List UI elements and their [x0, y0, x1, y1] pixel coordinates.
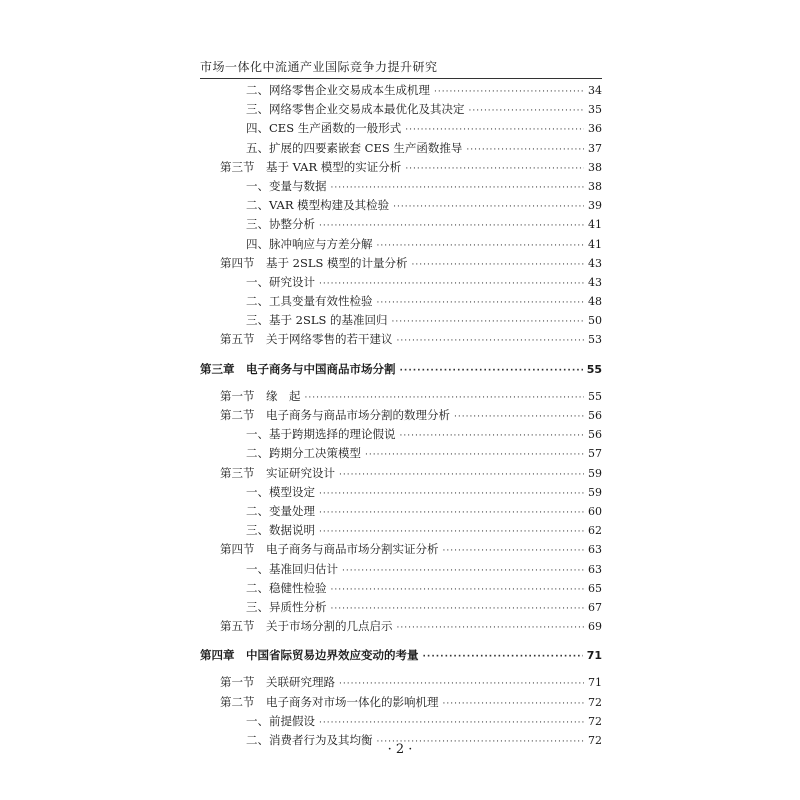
- toc-entry-title: 五、扩展的四要素嵌套 CES 生产函数推导: [246, 140, 463, 155]
- toc-section-entry: [200, 331, 602, 350]
- toc-section-entry: [200, 694, 602, 713]
- toc-subsection-entry: [200, 312, 602, 331]
- toc-entry-title: 第四章 中国省际贸易边界效应变动的考量: [200, 648, 419, 663]
- toc-entry-title: 第三章 电子商务与中国商品市场分割: [200, 361, 396, 376]
- toc-subsection-entry: [200, 236, 602, 255]
- toc-entry-page: 35: [588, 103, 602, 117]
- toc-entry-page: 63: [588, 562, 602, 576]
- toc-entry-page: 71: [588, 676, 602, 690]
- toc-entry-title: 三、异质性分析: [246, 599, 327, 614]
- toc-chapter-entry: [200, 361, 602, 380]
- toc-subsection-entry: [200, 713, 602, 732]
- toc-entry-title: 二、工具变量有效性检验: [246, 294, 373, 309]
- toc-entry-title: 第四节 基于 2SLS 模型的计量分析: [220, 255, 408, 270]
- toc-entry-page: 60: [588, 504, 602, 518]
- toc-entry-page: 36: [588, 122, 602, 136]
- toc-entry-title: 二、稳健性检验: [246, 580, 327, 595]
- toc-subsection-entry: [200, 101, 602, 120]
- toc-entry-title: 三、协整分析: [246, 217, 315, 232]
- toc-entry-page: 72: [588, 714, 602, 728]
- toc-subsection-entry: [200, 197, 602, 216]
- toc-entry-page: 57: [588, 447, 602, 461]
- toc-entry-page: 69: [588, 620, 602, 634]
- toc-entry-title: 第二节 电子商务与商品市场分割的数理分析: [220, 408, 450, 422]
- toc-subsection-entry: [200, 503, 602, 522]
- toc-entry-page: 43: [588, 275, 602, 289]
- toc-entry-title: 第二节 电子商务对市场一体化的影响机理: [220, 694, 439, 709]
- toc-entry-page: 67: [588, 600, 602, 614]
- toc-entry-title: 第五节 关于市场分割的几点启示: [220, 619, 393, 634]
- dot-leader: [397, 336, 585, 346]
- dot-leader: [400, 431, 585, 441]
- toc-entry-page: 72: [588, 734, 602, 747]
- running-header: 市场一体化中流通产业国际竞争力提升研究: [200, 60, 438, 74]
- toc-subsection-entry: [200, 599, 602, 618]
- toc-subsection-entry: [200, 274, 602, 293]
- toc-entry-page: 43: [588, 256, 602, 270]
- toc-entry-page: 71: [586, 649, 602, 663]
- toc-subsection-entry: [200, 140, 602, 159]
- dot-leader: [319, 508, 584, 518]
- toc-entry-page: 38: [588, 160, 602, 174]
- chapter-spacer: [200, 637, 602, 645]
- dot-leader: [443, 699, 585, 709]
- dot-leader: [331, 183, 585, 193]
- dot-leader: [400, 366, 583, 376]
- dot-leader: [397, 623, 585, 633]
- dot-leader: [331, 585, 585, 595]
- toc-entry-page: 72: [588, 695, 602, 709]
- toc-entry-title: 第一节 缘 起: [220, 388, 301, 403]
- toc-entry-title: 一、变量与数据: [246, 178, 327, 193]
- dot-leader: [434, 87, 584, 97]
- toc-subsection-entry: [200, 82, 602, 101]
- toc-entry-page: 62: [588, 524, 602, 538]
- dot-leader: [319, 489, 584, 499]
- toc-subsection-entry: [200, 561, 602, 580]
- toc-entry-title: 二、VAR 模型构建及其检验: [246, 198, 390, 213]
- toc-entry-title: 一、基准回归估计: [246, 561, 338, 576]
- dot-leader: [392, 317, 584, 327]
- toc-entry-title: 二、网络零售企业交易成本生成机理: [246, 83, 430, 97]
- toc-entry-page: 34: [588, 84, 602, 97]
- toc-entry-title: 二、变量处理: [246, 503, 315, 518]
- toc-subsection-entry: [200, 293, 602, 312]
- toc-subsection-entry: [200, 580, 602, 599]
- dot-leader: [339, 470, 584, 480]
- toc-entry-page: 48: [588, 295, 602, 309]
- page-number: · 2 ·: [387, 742, 413, 757]
- dot-leader: [469, 106, 585, 116]
- toc-chapter-entry: [200, 647, 602, 666]
- toc-entry-title: 二、消费者行为及其均衡: [246, 733, 373, 747]
- dot-leader: [365, 450, 584, 460]
- toc-entry-title: 一、模型设定: [246, 484, 315, 499]
- dot-leader: [377, 241, 585, 251]
- toc-entry-page: 59: [588, 485, 602, 499]
- toc-entry-page: 59: [588, 466, 602, 480]
- toc-subsection-entry: [200, 216, 602, 235]
- toc-entry-page: 39: [588, 199, 602, 213]
- toc-entry-page: 37: [588, 141, 602, 155]
- toc-entry-title: 一、基于跨期选择的理论假说: [246, 427, 396, 442]
- toc-entry-page: 55: [588, 389, 602, 403]
- toc-subsection-entry: [200, 445, 602, 464]
- toc-subsection-entry: [200, 522, 602, 541]
- dot-leader: [412, 260, 584, 270]
- toc-entry-title: 四、脉冲响应与方差分解: [246, 236, 373, 251]
- dot-leader: [305, 393, 585, 403]
- toc-entry-page: 63: [588, 543, 602, 557]
- dot-leader: [405, 125, 584, 135]
- toc-entry-page: 41: [588, 237, 602, 251]
- dot-leader: [454, 412, 584, 422]
- table-of-contents: [200, 82, 602, 751]
- toc-entry-page: 53: [588, 333, 602, 347]
- toc-section-entry: [200, 674, 602, 693]
- toc-subsection-entry: [200, 426, 602, 445]
- toc-entry-title: 第三节 基于 VAR 模型的实证分析: [220, 159, 402, 174]
- chapter-spacer: [200, 351, 602, 359]
- toc-entry-title: 一、前提假设: [246, 713, 315, 728]
- toc-entry-title: 第四节 电子商务与商品市场分割实证分析: [220, 542, 439, 557]
- toc-section-entry: [200, 255, 602, 274]
- toc-section-entry: [200, 388, 602, 407]
- dot-leader: [342, 566, 584, 576]
- dot-leader: [377, 298, 585, 308]
- toc-entry-page: 56: [588, 428, 602, 442]
- dot-leader: [331, 604, 585, 614]
- toc-entry-page: 38: [588, 179, 602, 193]
- toc-subsection-entry: [200, 484, 602, 503]
- toc-subsection-entry: [200, 120, 602, 139]
- header-rule: [200, 78, 602, 79]
- toc-entry-title: 第五节 关于网络零售的若干建议: [220, 332, 393, 347]
- dot-leader: [319, 221, 584, 231]
- dot-leader: [466, 145, 584, 155]
- toc-entry-title: 二、跨期分工决策模型: [246, 446, 361, 461]
- toc-section-entry: [200, 159, 602, 178]
- dot-leader: [423, 652, 583, 662]
- toc-subsection-entry: [200, 178, 602, 197]
- toc-entry-page: 50: [588, 314, 602, 328]
- toc-section-entry: [200, 407, 602, 426]
- dot-leader: [319, 279, 584, 289]
- chapter-spacer: [200, 380, 602, 388]
- chapter-spacer: [200, 666, 602, 674]
- dot-leader: [339, 679, 584, 689]
- toc-entry-page: 41: [588, 218, 602, 232]
- dot-leader: [405, 164, 584, 174]
- toc-entry-title: 第一节 关联研究理路: [220, 675, 335, 690]
- toc-entry-title: 一、研究设计: [246, 274, 315, 289]
- toc-entry-page: 56: [588, 409, 602, 422]
- toc-section-entry: [200, 541, 602, 560]
- toc-section-entry: [200, 465, 602, 484]
- dot-leader: [319, 718, 584, 728]
- toc-entry-title: 四、CES 生产函数的一般形式: [246, 121, 402, 136]
- toc-entry-page: 65: [588, 581, 602, 595]
- toc-entry-title: 三、数据说明: [246, 523, 315, 538]
- toc-entry-title: 第三节 实证研究设计: [220, 465, 335, 480]
- dot-leader: [443, 546, 585, 556]
- dot-leader: [319, 527, 584, 537]
- dot-leader: [393, 202, 584, 212]
- toc-entry-title: 三、基于 2SLS 的基准回归: [246, 313, 388, 328]
- toc-section-entry: [200, 618, 602, 637]
- toc-entry-title: 三、网络零售企业交易成本最优化及其决定: [246, 102, 465, 117]
- toc-entry-page: 55: [586, 362, 602, 376]
